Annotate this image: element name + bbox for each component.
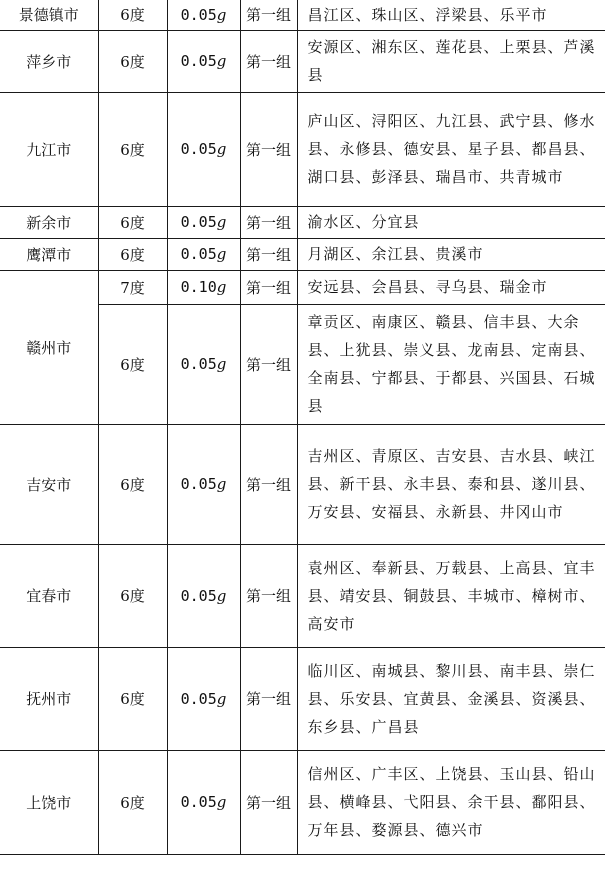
pga-unit: g — [216, 278, 227, 296]
areas-cell: 信州区、广丰区、上饶县、玉山县、铅山县、横峰县、弋阳县、余干县、鄱阳县、万年县、婺源县、德兴市 — [297, 750, 605, 854]
pga-cell — [167, 206, 240, 238]
table-row — [0, 206, 605, 238]
intensity-cell: 6度 — [98, 92, 167, 206]
intensity-cell: 6度 — [98, 424, 167, 544]
pga-cell — [167, 750, 240, 854]
pga-unit: g — [216, 355, 227, 373]
intensity-cell: 6度 — [98, 544, 167, 647]
table-row — [0, 238, 605, 270]
table-row — [0, 544, 605, 647]
areas-cell: 庐山区、浔阳区、九江县、武宁县、修水县、永修县、德安县、星子县、都昌县、湖口县、彭泽县、瑞昌市、共青城市 — [297, 92, 605, 206]
city-cell: 新余市 — [0, 206, 98, 238]
group-cell: 第一组 — [240, 304, 297, 424]
pga-value: 0.05 — [180, 689, 217, 708]
city-cell: 景德镇市 — [0, 0, 98, 30]
intensity-cell: 6度 — [98, 238, 167, 270]
table-row — [0, 424, 605, 544]
group-cell: 第一组 — [240, 0, 297, 30]
group-cell: 第一组 — [240, 206, 297, 238]
intensity-cell: 6度 — [98, 0, 167, 30]
areas-cell: 袁州区、奉新县、万载县、上高县、宜丰县、靖安县、铜鼓县、丰城市、樟树市、高安市 — [297, 544, 605, 647]
group-cell: 第一组 — [240, 270, 297, 304]
city-cell: 上饶市 — [0, 750, 98, 854]
table-row — [0, 270, 605, 304]
pga-unit: g — [216, 5, 227, 24]
areas-cell: 安源区、湘东区、莲花县、上栗县、芦溪县 — [297, 30, 605, 92]
group-cell: 第一组 — [240, 544, 297, 647]
group-cell: 第一组 — [240, 92, 297, 206]
pga-value: 0.05 — [180, 140, 217, 158]
intensity-cell: 6度 — [98, 206, 167, 238]
pga-unit: g — [216, 213, 227, 231]
intensity-cell: 7度 — [98, 270, 167, 304]
areas-cell: 月湖区、余江县、贵溪市 — [297, 238, 605, 270]
group-cell: 第一组 — [240, 424, 297, 544]
areas-cell: 昌江区、珠山区、浮梁县、乐平市 — [297, 0, 605, 30]
city-cell: 鹰潭市 — [0, 238, 98, 270]
group-cell: 第一组 — [240, 238, 297, 270]
pga-unit: g — [216, 793, 227, 811]
city-cell: 赣州市 — [0, 270, 98, 424]
intensity-cell: 6度 — [98, 647, 167, 750]
table-row — [0, 30, 605, 92]
areas-cell: 吉州区、青原区、吉安县、吉水县、峡江县、新干县、永丰县、泰和县、遂川县、万安县、安福县、永新县、井冈山市 — [297, 424, 605, 544]
areas-cell: 章贡区、南康区、赣县、信丰县、大余县、上犹县、崇义县、龙南县、定南县、全南县、宁都县、于都县、兴国县、石城县 — [297, 304, 605, 424]
table-row — [0, 0, 605, 30]
pga-cell — [167, 304, 240, 424]
pga-value: 0.05 — [180, 213, 217, 231]
pga-unit: g — [216, 140, 227, 158]
intensity-cell: 6度 — [98, 304, 167, 424]
pga-cell — [167, 647, 240, 750]
city-cell: 抚州市 — [0, 647, 98, 750]
pga-cell — [167, 0, 240, 30]
pga-unit: g — [216, 689, 227, 708]
pga-value: 0.05 — [180, 245, 217, 263]
table-row — [0, 750, 605, 854]
areas-cell: 渝水区、分宜县 — [297, 206, 605, 238]
areas-cell: 临川区、南城县、黎川县、南丰县、崇仁县、乐安县、宜黄县、金溪县、资溪县、东乡县、广昌县 — [297, 647, 605, 750]
group-cell: 第一组 — [240, 750, 297, 854]
pga-value: 0.05 — [180, 475, 217, 493]
pga-cell — [167, 424, 240, 544]
table-row — [0, 647, 605, 750]
pga-unit: g — [216, 475, 227, 493]
pga-cell — [167, 238, 240, 270]
pga-cell — [167, 270, 240, 304]
group-cell: 第一组 — [240, 30, 297, 92]
city-cell: 宜春市 — [0, 544, 98, 647]
group-cell: 第一组 — [240, 647, 297, 750]
pga-cell — [167, 92, 240, 206]
pga-unit: g — [216, 245, 227, 263]
city-cell: 萍乡市 — [0, 30, 98, 92]
table-row — [0, 92, 605, 206]
pga-cell — [167, 30, 240, 92]
pga-value: 0.05 — [180, 586, 217, 605]
areas-cell: 安远县、会昌县、寻乌县、瑞金市 — [297, 270, 605, 304]
city-cell: 吉安市 — [0, 424, 98, 544]
pga-value: 0.05 — [180, 793, 217, 811]
pga-unit: g — [216, 52, 227, 70]
pga-unit: g — [216, 586, 227, 605]
city-cell: 九江市 — [0, 92, 98, 206]
pga-value: 0.05 — [180, 52, 217, 70]
pga-cell — [167, 544, 240, 647]
pga-value: 0.10 — [180, 278, 217, 296]
pga-value: 0.05 — [180, 355, 217, 373]
pga-value: 0.05 — [180, 5, 217, 24]
intensity-cell: 6度 — [98, 750, 167, 854]
intensity-cell: 6度 — [98, 30, 167, 92]
